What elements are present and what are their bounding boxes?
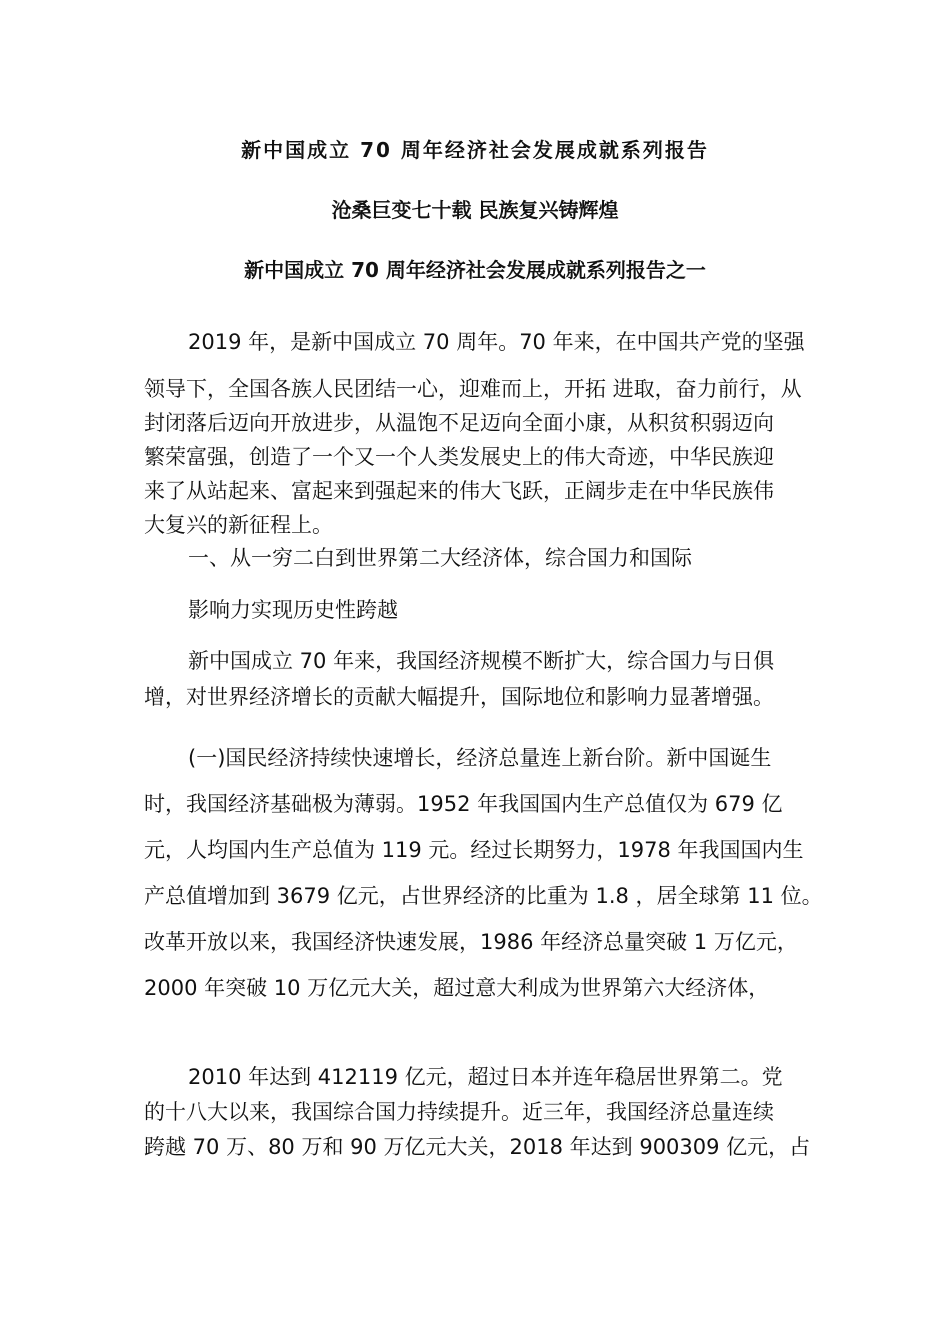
paragraph-line: 增，对世界经济增长的贡献大幅提升，国际地位和影响力显著增强。	[144, 685, 774, 709]
paragraph-line: 元，人均国内生产总值为 119 元。经过长期努力，1978 年我国国内生	[144, 838, 804, 862]
report-title: 新中国成立 70 周年经济社会发展成就系列报告	[241, 138, 709, 162]
section-heading	[144, 532, 820, 636]
paragraph-line: 2019 年，是新中国成立 70 周年。70 年来，在中国共产党的坚强	[188, 330, 805, 354]
recent-paragraph	[144, 1060, 820, 1165]
paragraph-line: 来了从站起来、富起来到强起来的伟大飞跃，正阔步走在中华民族伟	[144, 479, 774, 503]
report-subtitle: 沧桑巨变七十载 民族复兴铸辉煌	[331, 198, 619, 222]
paragraph-line: 2000 年突破 10 万亿元大关，超过意大利成为世界第六大经济体，	[144, 976, 770, 1000]
paragraph-line: 跨越 70 万、80 万和 90 万亿元大关，2018 年达到 900309 亿元，占	[144, 1135, 811, 1159]
paragraph-line: 繁荣富强，创造了一个又一个人类发展史上的伟大奇迹，中华民族迎	[144, 445, 774, 469]
paragraph-line: 领导下，全国各族人民团结一心，迎难而上，开拓 进取，奋力前行，从	[144, 377, 802, 401]
intro-paragraph	[144, 325, 820, 542]
section-heading-line: 一、从一穷二白到世界第二大经济体，综合国力和国际	[188, 546, 692, 570]
paragraph-line: 时，我国经济基础极为薄弱。1952 年我国国内生产总值仅为 679 亿	[144, 792, 783, 816]
paragraph-line: 2010 年达到 412119 亿元，超过日本并连年稳居世界第二。党	[188, 1065, 783, 1089]
paragraph-line: 改革开放以来，我国经济快速发展，1986 年经济总量突破 1 万亿元，	[144, 930, 798, 954]
report-series-title: 新中国成立 70 周年经济社会发展成就系列报告之一	[244, 258, 706, 282]
paragraph-line: 新中国成立 70 年来，我国经济规模不断扩大，综合国力与日俱	[188, 649, 775, 673]
paragraph-line: 的十八大以来，我国综合国力持续提升。近三年，我国经济总量连续	[144, 1100, 774, 1124]
paragraph-line: 产总值增加到 3679 亿元，占世界经济的比重为 1.8 ，居全球第 11 位。	[144, 884, 823, 908]
overview-paragraph	[144, 643, 820, 715]
paragraph-line: 大复兴的新征程上。	[144, 513, 333, 537]
paragraph-line: 封闭落后迈向开放进步，从温饱不足迈向全面小康，从积贫积弱迈向	[144, 411, 774, 435]
section-heading-line: 影响力实现历史性跨越	[188, 598, 398, 622]
growth-paragraph	[144, 735, 823, 1011]
paragraph-line: (一)国民经济持续快速增长，经济总量连上新台阶。新中国诞生	[188, 746, 772, 770]
